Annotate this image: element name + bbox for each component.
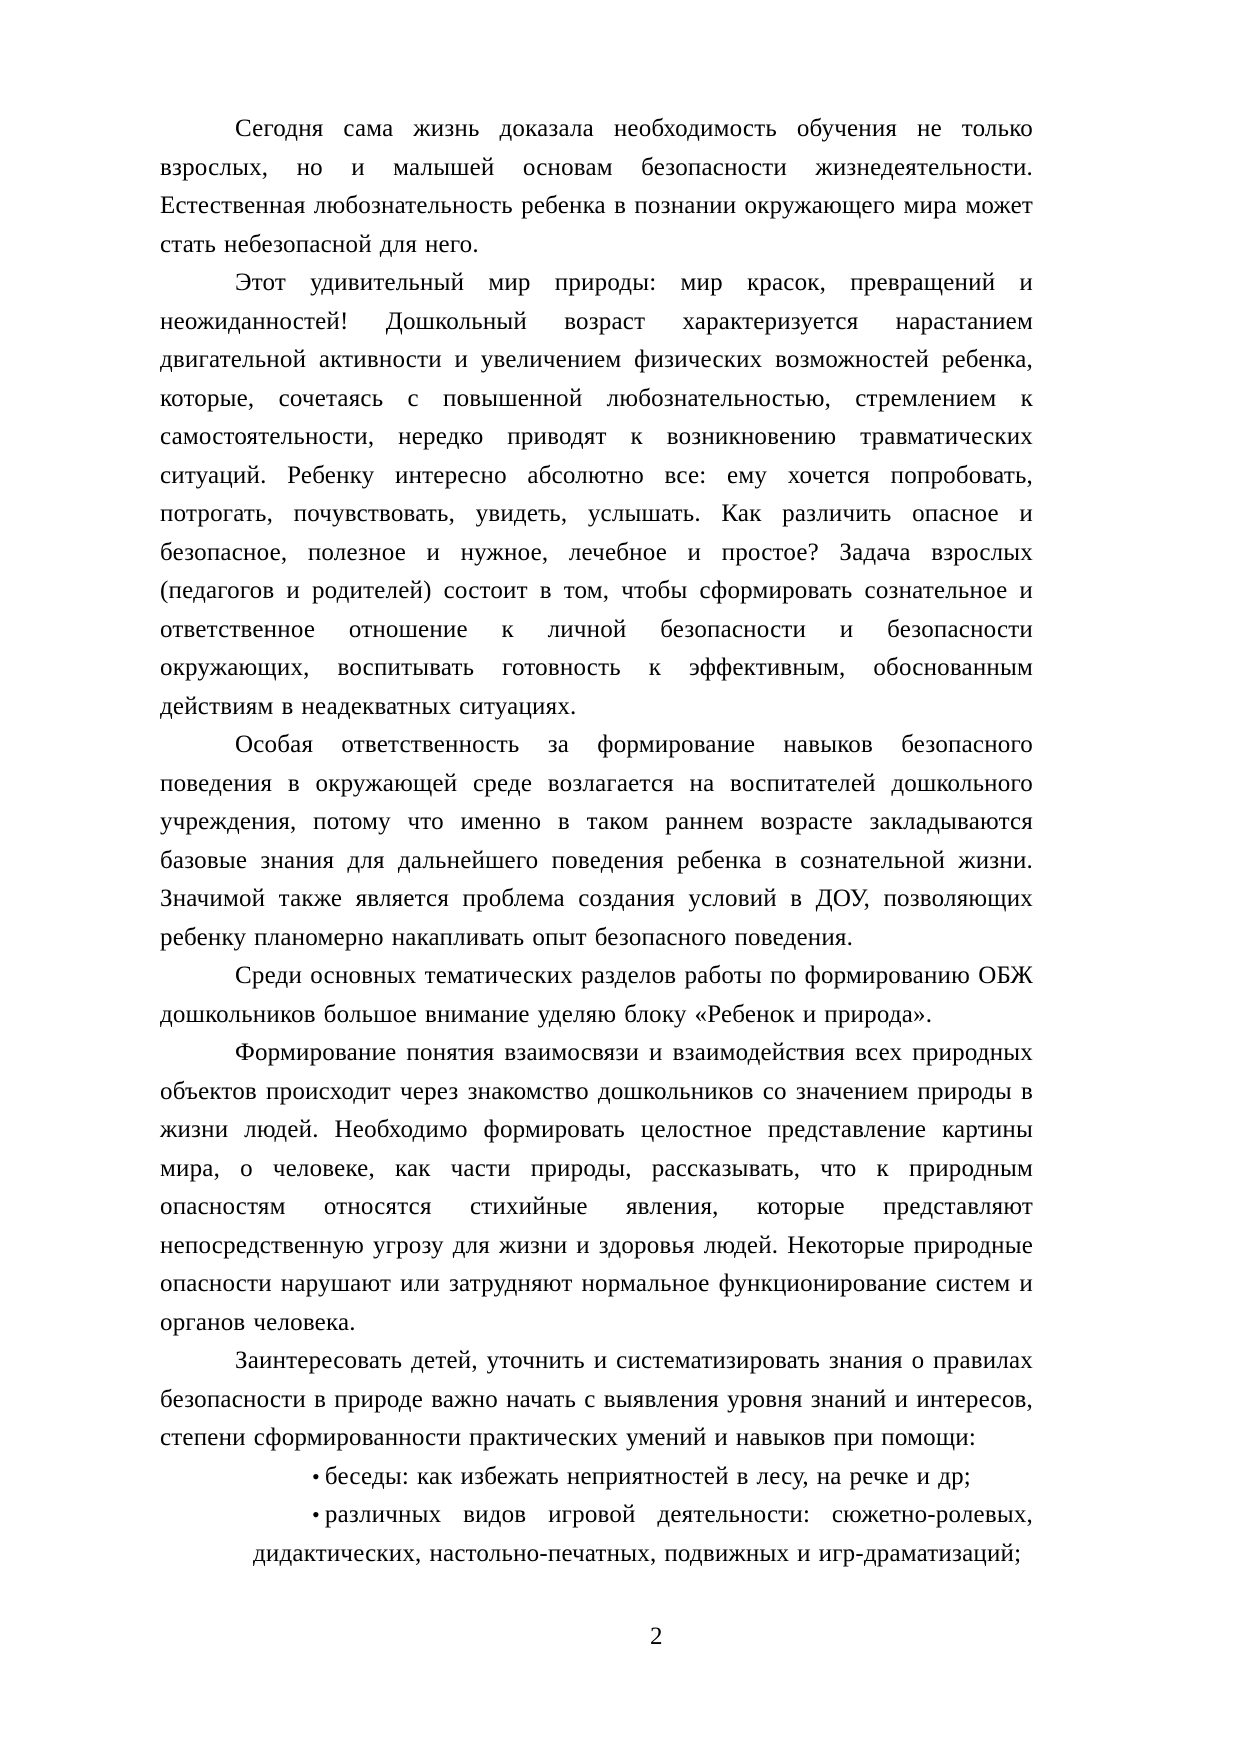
paragraph-6: Заинтересовать детей, уточнить и систематизировать знания о правилах безопасности в природе важно начать с выявления уровня знаний и интересов, степени сформированности практических умений и навыков при помощи:	[160, 1347, 1033, 1451]
paragraph-1: Сегодня сама жизнь доказала необходимость обучения не только взрослых, но и малышей основам безопасности жизнедеятельности. Естественная любознательность ребенка в познании окружающего мира может стать небезопасной для него.	[160, 115, 1033, 258]
page-number: 2	[650, 1623, 663, 1650]
list-item	[253, 1458, 1033, 1497]
list-item-text: различных видов игровой деятельности: сюжетно-ролевых, дидактических, настольно-печатных, подвижных и игр-драматизаций;	[253, 1501, 1033, 1567]
paragraph-2: Этот удивительный мир природы: мир красок, превращений и неожиданностей! Дошкольный возраст характеризуется нарастанием двигательной активности и увеличением физических возможностей ребенка, которые, сочетаясь с повышенной любознательностью, стремлением к самостоятельности, нередко приводят к возникновению травматических ситуаций. Ребенку интересно абсолютно все: ему хочется попробовать, потрогать, почувствовать, увидеть, услышать. Как различить опасное и безопасное, полезное и нужное, лечебное и простое? Задача взрослых (педагогов и родителей) состоит в том, чтобы сформировать сознательное и ответственное отношение к личной безопасности и безопасности окружающих, воспитывать готовность к эффективным, обоснованным действиям в неадекватных ситуациях.	[160, 269, 1033, 720]
paragraph-5: Формирование понятия взаимосвязи и взаимодействия всех природных объектов происходит через знакомство дошкольников со значением природы в жизни людей. Необходимо формировать целостное представление картины мира, о человеке, как части природы, рассказывать, что к природным опасностям относятся стихийные явления, которые представляют непосредственную угрозу для жизни и здоровья людей. Некоторые природные опасности нарушают или затрудняют нормальное функционирование систем и органов человека.	[160, 1039, 1033, 1336]
paragraph-4: Среди основных тематических разделов работы по формированию ОБЖ дошкольников большое внимание уделяю блоку «Ребенок и природа».	[160, 962, 1033, 1028]
paragraph-3: Особая ответственность за формирование навыков безопасного поведения в окружающей среде возлагается на воспитателей дошкольного учреждения, потому что именно в таком раннем возрасте закладываются базовые знания для дальнейшего поведения ребенка в сознательной жизни. Значимой также является проблема создания условий в ДОУ, позволяющих ребенку планомерно накапливать опыт безопасного поведения.	[160, 731, 1033, 951]
document-body	[160, 110, 1033, 1573]
bullet-icon: •	[312, 1463, 320, 1489]
list-item-text: беседы: как избежать неприятностей в лесу, на речке и др;	[324, 1462, 971, 1490]
list-item	[253, 1496, 1033, 1573]
bullet-icon: •	[312, 1502, 320, 1527]
